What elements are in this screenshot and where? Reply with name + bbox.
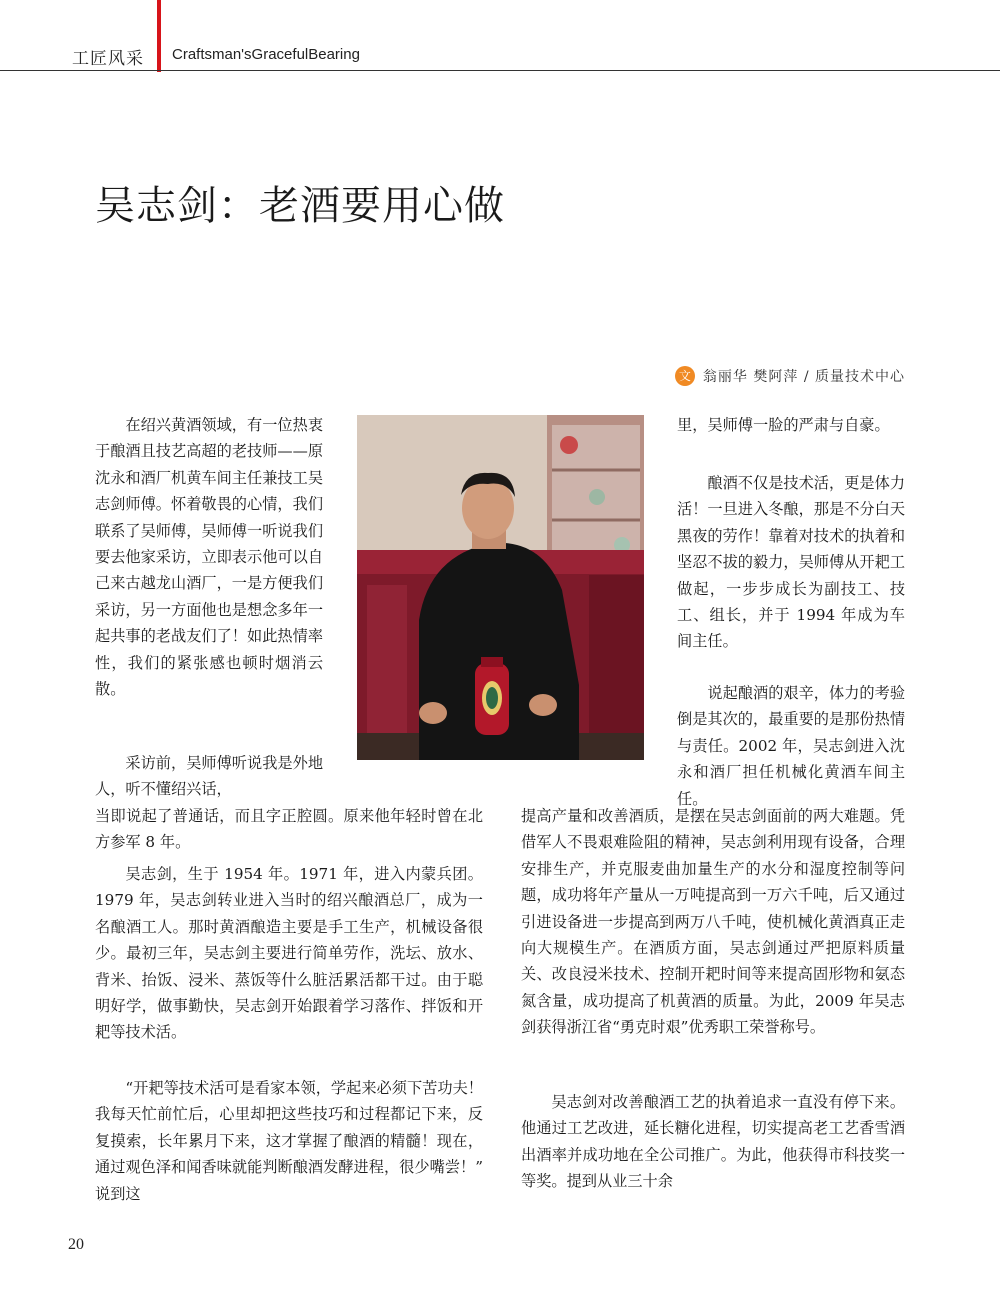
paragraph-production: 提高产量和改善酒质，是摆在吴志剑面前的两大难题。凭借军人不畏艰难险阻的精神，吴志剑利用现有设备，合理安排生产，并克服麦曲加量生产的水分和湿度控制等问题，成功将年产量从一万吨提高到一万六千吨，后又通过引进设备进一步提高到两万八千吨，使机械化黄酒真正走向大规模生产。在酒质方面，吴志剑通过严把原料质量关、改良浸米技术、控制开耙时间等来提高固形物和氨态氮含量，成功提高了机黄酒的质量。为此，2009 年吴志剑获得浙江省“勇克时艰”优秀职工荣誉称号。	[521, 807, 905, 1037]
section-title-en: Craftsman'sGracefulBearing	[172, 46, 360, 63]
section-title-cn: 工匠风采	[72, 49, 144, 69]
page-number: 20	[68, 1236, 84, 1253]
byline-authors: 翁丽华 樊阿萍 / 质量技术中心	[702, 369, 905, 385]
paragraph-quote: “开耙等技术活可是看家本领，学起来必须下苦功夫！我每天忙前忙后，心里却把这些技巧和过程都记下来，反复摸索，长年累月下来，这才掌握了酿酒的精髓！现在，通过观色泽和闻香味就能判断酿酒发酵进程，很少嘴尝！” 说到这	[95, 1079, 483, 1203]
header-accent-bar	[157, 0, 161, 72]
paragraph-quote-end: 里，吴师傅一脸的严肃与自豪。	[677, 416, 890, 434]
paragraph-intro: 在绍兴黄酒领域，有一位热衷于酿酒且技艺高超的老技师——原沈永和酒厂机黄车间主任兼技工吴志剑师傅。怀着敬畏的心情，我们联系了吴师傅，吴师傅一听说我们要去他家采访，立即表示他可以自己来古越龙山酒厂，一是方便我们采访，另一方面他也是想念多年一起共事的老战友们了！如此热情率性，我们的紧张感也顿时烟消云散。	[95, 416, 323, 699]
article-title: 吴志剑：老酒要用心做	[95, 183, 505, 229]
paragraph-biography: 吴志剑，生于 1954 年。1971 年，进入内蒙兵团。1979 年，吴志剑转业进入当时的绍兴酿酒总厂，成为一名酿酒工人。那时黄酒酿造主要是手工生产，机械设备很少。最初三年，吴志剑主要进行简单劳作，洗坛、放水、背米、抬饭、浸米、蒸饭等什么脏活累活都干过。由于聪明好学，做事勤快，吴志剑开始跟着学习落作、拌饭和开耙等技术活。	[95, 865, 483, 1042]
paragraph-hard-work: 酿酒不仅是技术活，更是体力活！一旦进入冬酿，那是不分白天黑夜的劳作！靠着对技术的执着和坚忍不拔的毅力，吴师傅从开耙工做起，一步步成长为副技工、技工、组长，并于 1994 年成为车间主任。	[677, 474, 905, 651]
paragraph-interview-cont: 当即说起了普通话，而且字正腔圆。原来他年轻时曾在北方参军 8 年。	[95, 807, 483, 852]
portrait-photo	[357, 415, 644, 760]
header-rule	[0, 70, 1000, 71]
paragraph-innovation: 吴志剑对改善酿酒工艺的执着追求一直没有停下来。他通过工艺改进，延长糖化进程，切实提高老工艺香雪酒出酒率并成功地在全公司推广。为此，他获得市科技奖一等奖。提到从业三十余	[521, 1093, 905, 1191]
byline	[675, 366, 905, 386]
paragraph-hardship: 说起酿酒的艰辛，体力的考验倒是其次的，最重要的是那份热情与责任。2002 年，吴志剑进入沈永和酒厂担任机械化黄酒车间主任。	[677, 684, 905, 808]
paragraph-interview-start: 采访前，吴师傅听说我是外地人，听不懂绍兴话，	[95, 754, 323, 799]
byline-badge: 文	[675, 366, 695, 386]
